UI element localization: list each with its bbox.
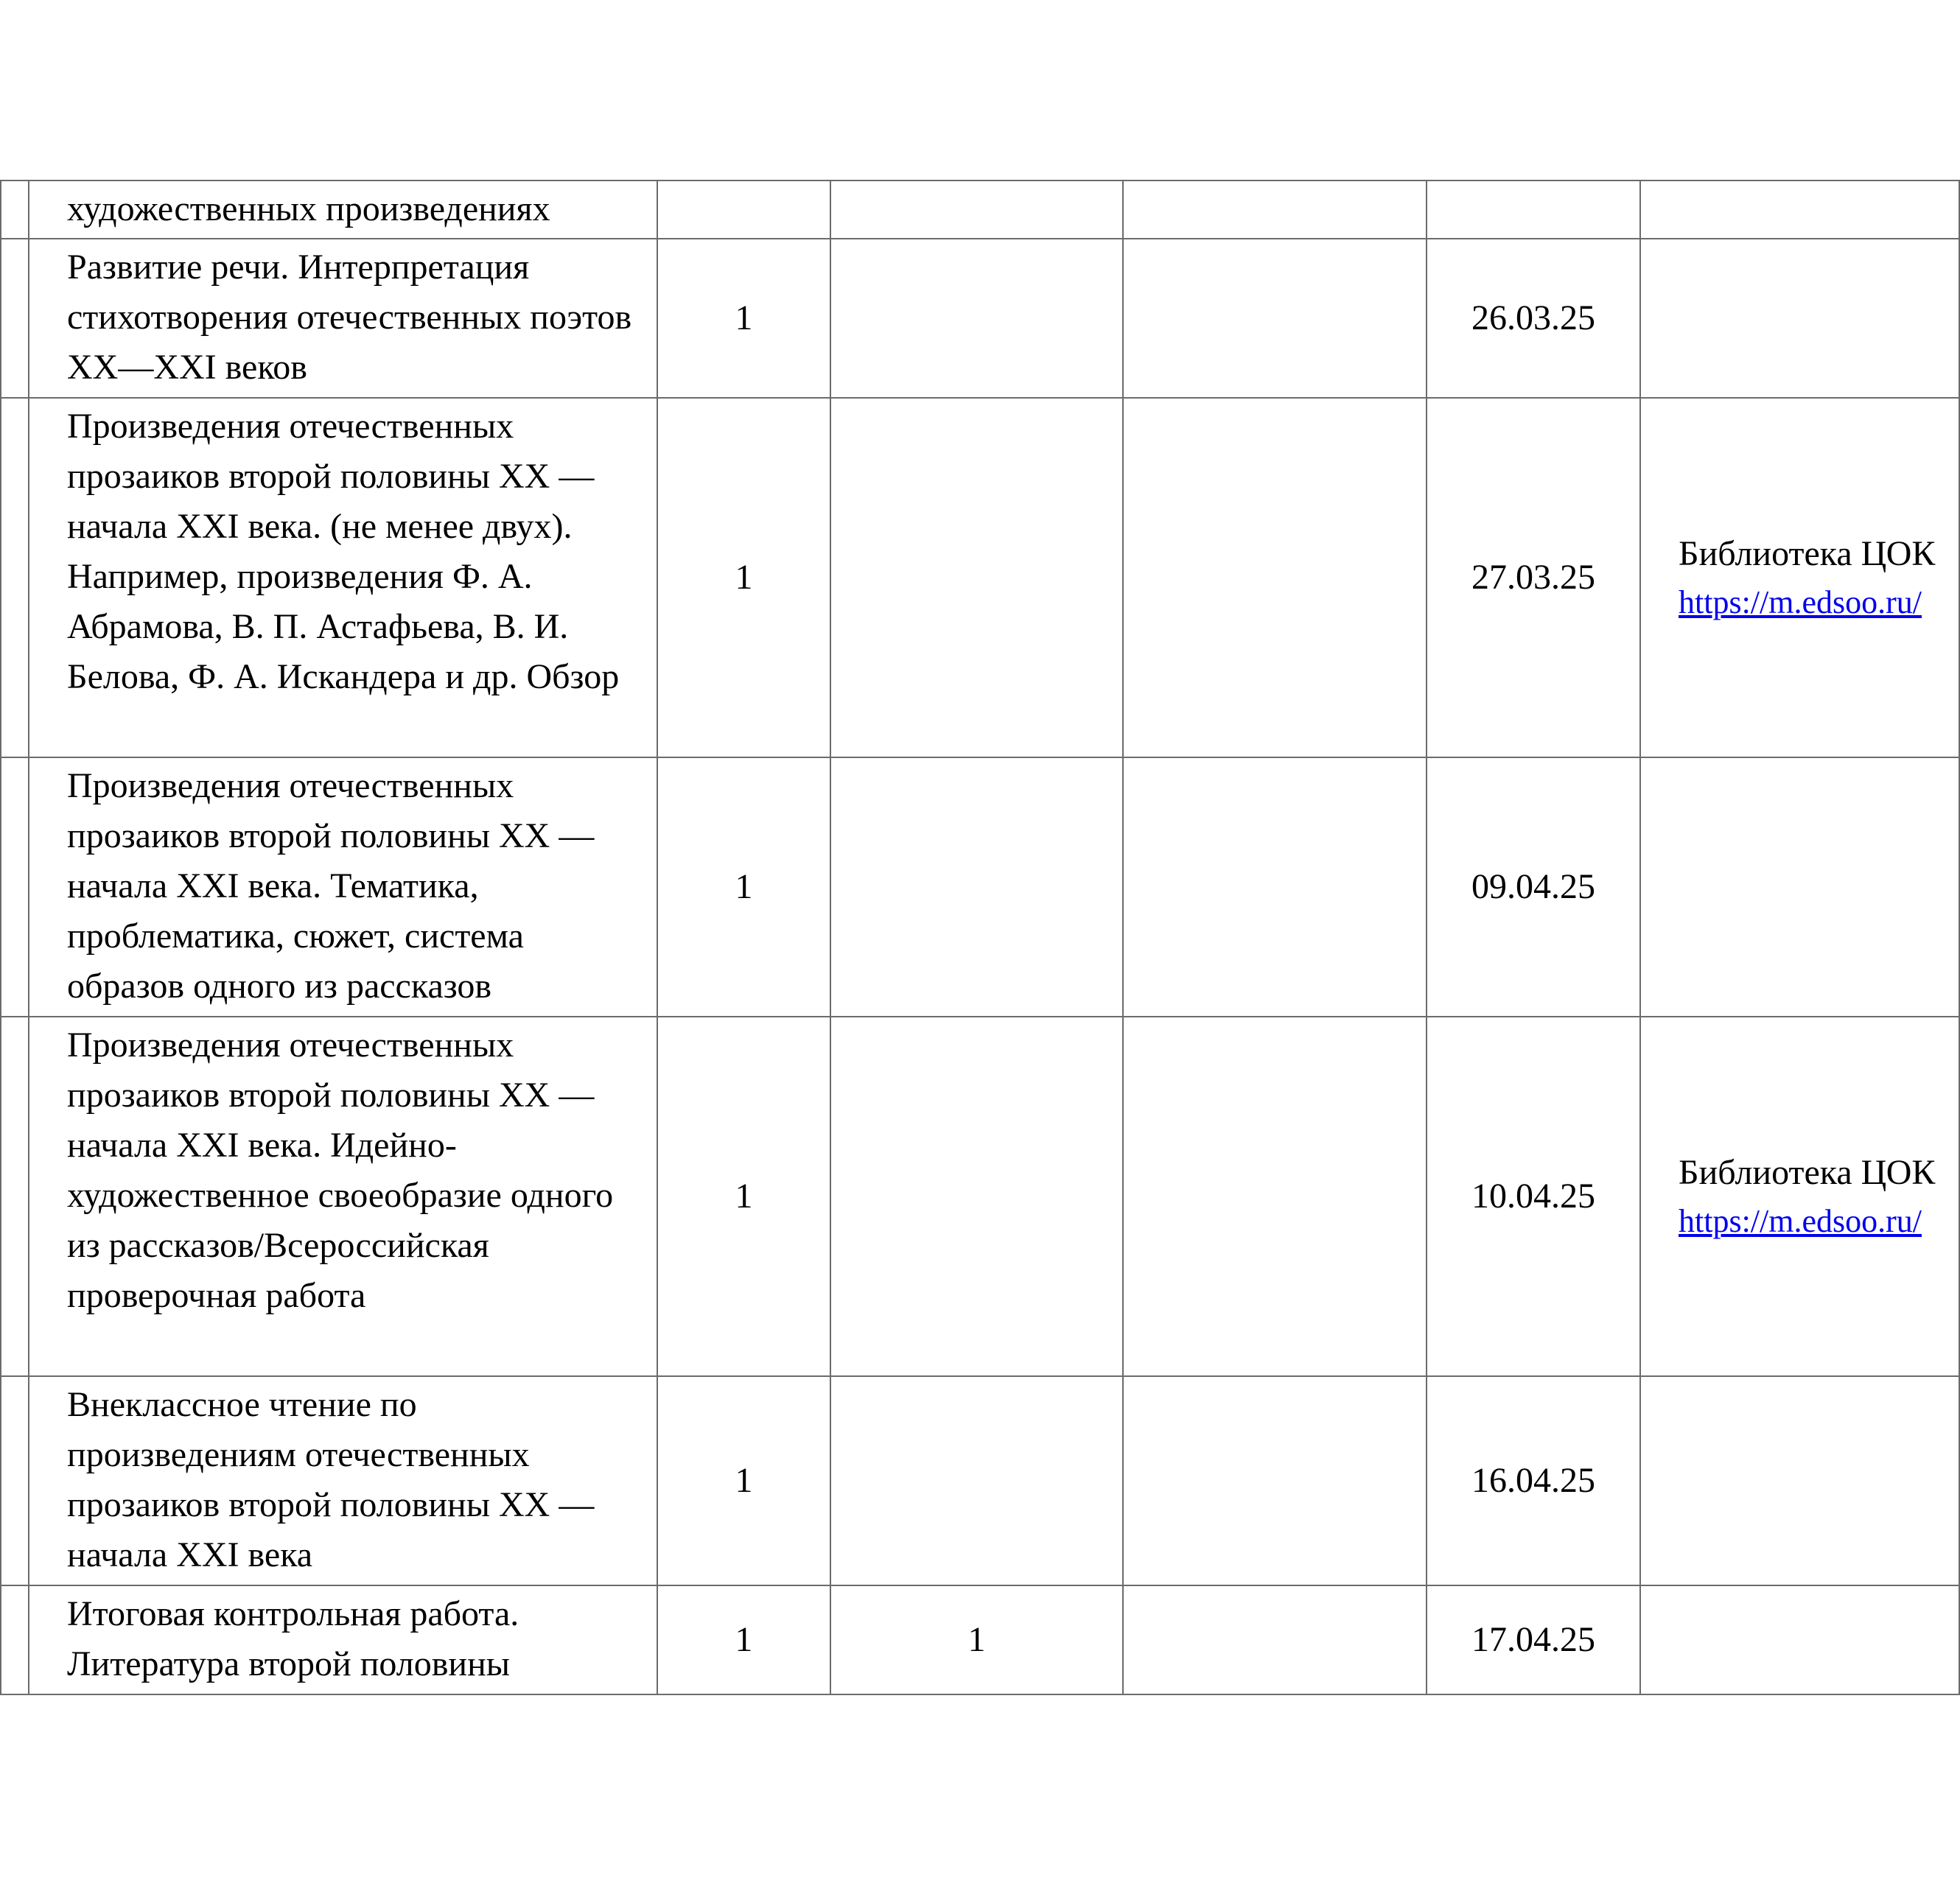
control-works-cell: 1	[830, 1585, 1123, 1694]
topic-cell	[29, 1017, 657, 1376]
number-cell	[1, 1017, 29, 1376]
topic-cell	[29, 239, 657, 398]
practical-works-cell	[1123, 180, 1427, 239]
total-hours-cell: 1	[657, 1585, 830, 1694]
date-cell: 17.04.25	[1427, 1585, 1640, 1694]
table-row	[1, 1585, 1959, 1694]
total-hours-cell: 1	[657, 1017, 830, 1376]
number-cell	[1, 1376, 29, 1585]
lesson-plan-table	[0, 180, 1960, 1695]
topic-text: Произведения отечественных прозаиков второй половины XX — начала XXI века. (не менее двух). Например, произведения Ф. А. Абрамова, В. П. Астафьева, В. И. Белова, Ф. А. Искандера и др. Обзор	[67, 407, 620, 696]
resource-cell	[1640, 239, 1959, 398]
topic-text: Итоговая контрольная работа. Литература второй половины	[67, 1594, 519, 1683]
date-cell: 26.03.25	[1427, 239, 1640, 398]
total-hours-cell	[657, 180, 830, 239]
date-cell: 27.03.25	[1427, 398, 1640, 757]
resource-cell	[1640, 1017, 1959, 1376]
control-works-cell	[830, 239, 1123, 398]
date-cell: 16.04.25	[1427, 1376, 1640, 1585]
date-cell	[1427, 180, 1640, 239]
control-works-cell	[830, 757, 1123, 1017]
total-hours-cell: 1	[657, 1376, 830, 1585]
table-row	[1, 180, 1959, 239]
control-works-cell	[830, 398, 1123, 757]
number-cell	[1, 180, 29, 239]
topic-cell	[29, 1376, 657, 1585]
number-cell	[1, 1585, 29, 1694]
resource-link[interactable]: https://m.edsoo.ru/	[1679, 1203, 1922, 1239]
resource-title: Библиотека ЦОК	[1679, 534, 1936, 573]
control-works-cell	[830, 1017, 1123, 1376]
practical-works-cell	[1123, 757, 1427, 1017]
topic-cell	[29, 757, 657, 1017]
practical-works-cell	[1123, 1017, 1427, 1376]
number-cell	[1, 398, 29, 757]
total-hours-cell: 1	[657, 239, 830, 398]
topic-text: художественных произведениях	[67, 189, 550, 228]
date-cell: 09.04.25	[1427, 757, 1640, 1017]
resource-title: Библиотека ЦОК	[1679, 1153, 1936, 1192]
resource-cell	[1640, 757, 1959, 1017]
number-cell	[1, 239, 29, 398]
resource-cell	[1640, 1585, 1959, 1694]
table-row	[1, 398, 1959, 757]
number-cell	[1, 757, 29, 1017]
practical-works-cell	[1123, 1585, 1427, 1694]
table-row	[1, 1376, 1959, 1585]
topic-text: Внеклассное чтение по произведениям отечественных прозаиков второй половины XX — начала XXI века	[67, 1385, 595, 1574]
topic-cell	[29, 398, 657, 757]
topic-text: Произведения отечественных прозаиков второй половины XX — начала XXI века. Идейно-художественное своеобразие одного из рассказов/Всероссийская проверочная работа	[67, 1026, 614, 1315]
resource-link[interactable]: https://m.edsoo.ru/	[1679, 584, 1922, 620]
control-works-cell	[830, 180, 1123, 239]
practical-works-cell	[1123, 398, 1427, 757]
table-row	[1, 1017, 1959, 1376]
table-body	[1, 180, 1959, 1694]
resource-cell	[1640, 398, 1959, 757]
topic-text: Произведения отечественных прозаиков второй половины XX — начала XXI века. Тематика, проблематика, сюжет, система образов одного из рассказов	[67, 766, 595, 1006]
total-hours-cell: 1	[657, 398, 830, 757]
table-row	[1, 239, 1959, 398]
topic-cell	[29, 1585, 657, 1694]
resource-cell	[1640, 1376, 1959, 1585]
practical-works-cell	[1123, 239, 1427, 398]
practical-works-cell	[1123, 1376, 1427, 1585]
topic-cell	[29, 180, 657, 239]
control-works-cell	[830, 1376, 1123, 1585]
total-hours-cell: 1	[657, 757, 830, 1017]
topic-text: Развитие речи. Интерпретация стихотворения отечественных поэтов XX—XXI веков	[67, 248, 632, 387]
resource-cell	[1640, 180, 1959, 239]
date-cell: 10.04.25	[1427, 1017, 1640, 1376]
table-row	[1, 757, 1959, 1017]
